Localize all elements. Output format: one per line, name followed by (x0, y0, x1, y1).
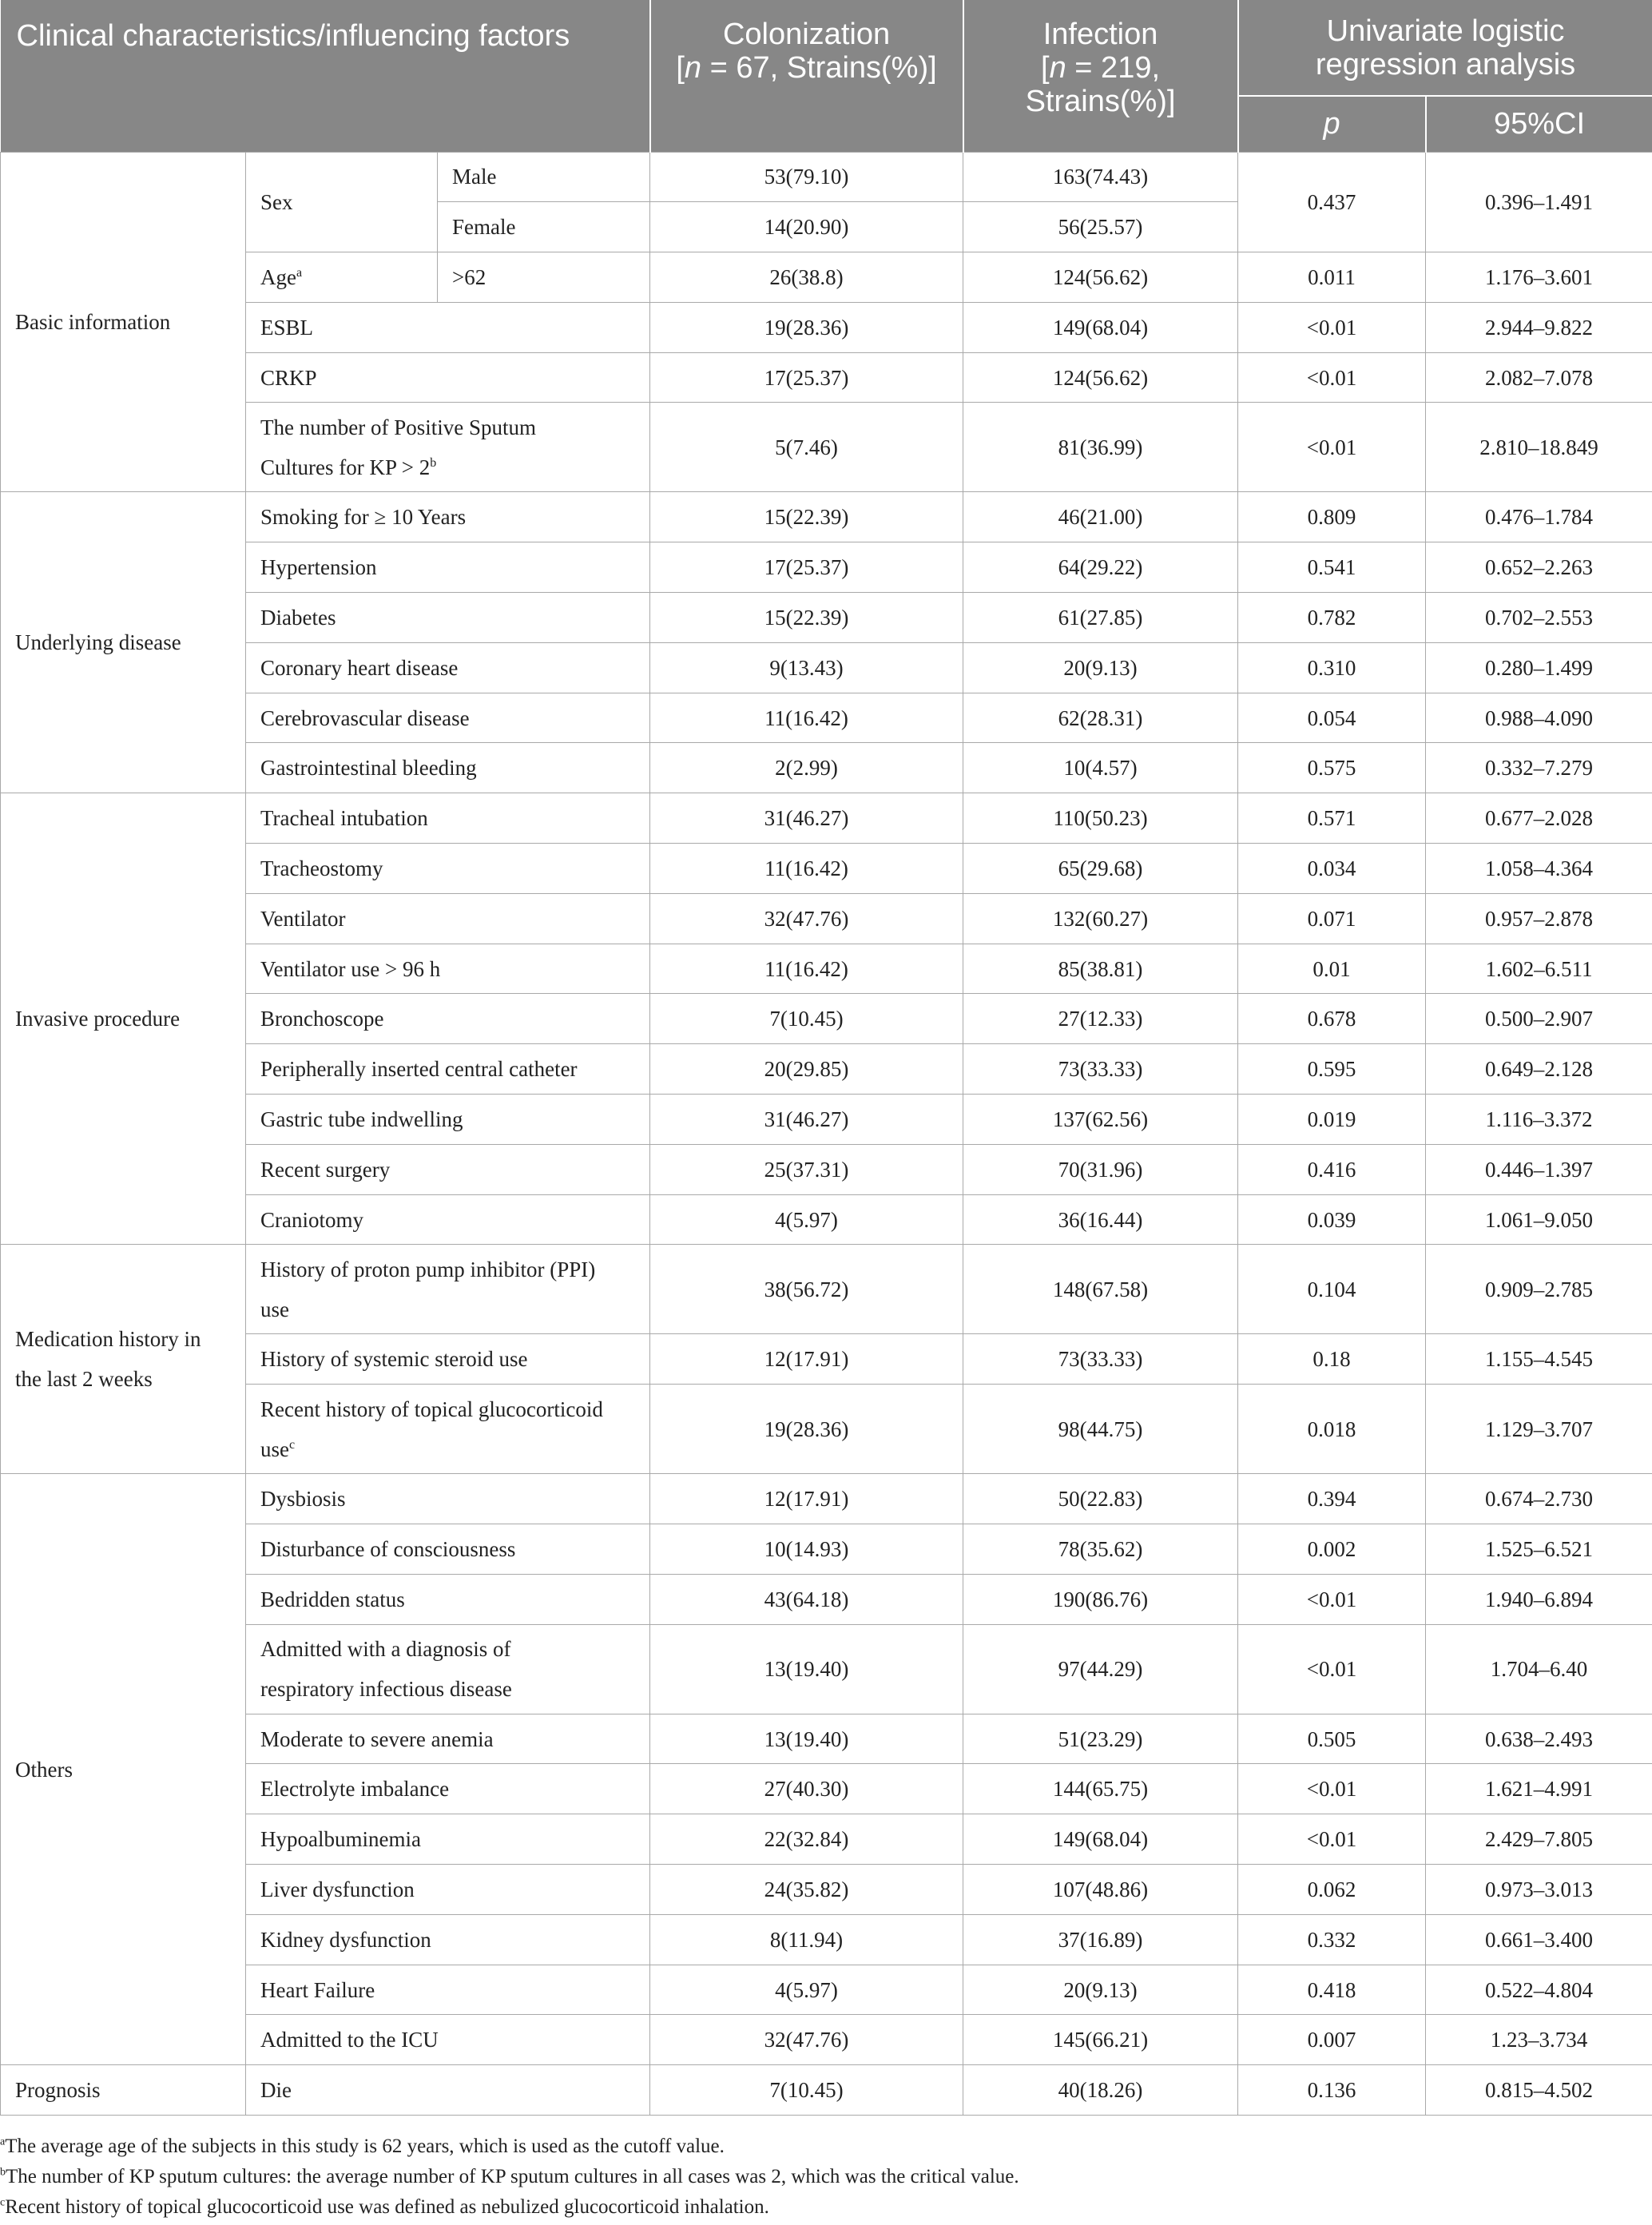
colonization-value: 26(38.8) (650, 252, 963, 303)
table-row (1, 302, 1652, 352)
colonization-value: 12(17.91) (650, 1474, 963, 1524)
table-row (1, 542, 1652, 593)
infection-value: 10(4.57) (963, 743, 1238, 793)
infection-value: 98(44.75) (963, 1385, 1238, 1474)
infection-value: 64(29.22) (963, 542, 1238, 593)
infection-value: 20(9.13) (963, 642, 1238, 693)
infection-value: 190(86.76) (963, 1574, 1238, 1624)
row-label: Admitted with a diagnosis of respiratory infectious disease (246, 1624, 650, 1714)
p-value: 0.062 (1238, 1865, 1426, 1915)
p-value: <0.01 (1238, 1574, 1426, 1624)
infection-value: 78(35.62) (963, 1524, 1238, 1575)
p-value: 0.011 (1238, 252, 1426, 303)
ci-value: 1.129–3.707 (1426, 1385, 1652, 1474)
header-colonization: Colonization [n = 67, Strains(%)] (650, 0, 963, 152)
row-label: Disturbance of consciousness (246, 1524, 650, 1575)
colonization-value: 14(20.90) (650, 202, 963, 252)
group-label: Underlying disease (1, 492, 246, 793)
footnote-c: $^c$Recent history of topical glucocorticoid use was defined as nebulized glucocorticoid inhalation. (0, 2196, 769, 2218)
row-label: Admitted to the ICU (246, 2015, 650, 2065)
colonization-value: 15(22.39) (650, 492, 963, 542)
table-row (1, 2015, 1652, 2065)
colonization-value: 17(25.37) (650, 352, 963, 403)
colonization-value: 25(37.31) (650, 1144, 963, 1194)
ci-value: 1.061–9.050 (1426, 1194, 1652, 1245)
table-row (1, 352, 1652, 403)
infection-value: 137(62.56) (963, 1095, 1238, 1145)
ci-value: 0.332–7.279 (1426, 743, 1652, 793)
infection-value: 46(21.00) (963, 492, 1238, 542)
table-body (1, 152, 1652, 2116)
table-row (1, 642, 1652, 693)
group-label: Basic information (1, 152, 246, 492)
colonization-value: 31(46.27) (650, 1095, 963, 1145)
ci-value: 1.176–3.601 (1426, 252, 1652, 303)
ci-value: 0.957–2.878 (1426, 893, 1652, 944)
ci-value: 0.396–1.491 (1426, 152, 1652, 252)
table-header (1, 0, 1652, 152)
ci-value: 0.446–1.397 (1426, 1144, 1652, 1194)
colonization-value: 31(46.27) (650, 793, 963, 844)
p-value: 0.019 (1238, 1095, 1426, 1145)
colonization-value: 15(22.39) (650, 593, 963, 643)
p-value: 0.394 (1238, 1474, 1426, 1524)
row-label: Bronchoscope (246, 994, 650, 1044)
infection-value: 73(33.33) (963, 1044, 1238, 1095)
row-label: Age$^a$ (246, 252, 438, 303)
table-row (1, 1144, 1652, 1194)
p-value: 0.782 (1238, 593, 1426, 643)
p-value: <0.01 (1238, 1624, 1426, 1714)
ci-value: 0.815–4.502 (1426, 2065, 1652, 2116)
row-sublabel: >62 (438, 252, 650, 303)
table-row (1, 1245, 1652, 1334)
table-row (1, 1965, 1652, 2015)
infection-value: 148(67.58) (963, 1245, 1238, 1334)
infection-value: 107(48.86) (963, 1865, 1238, 1915)
infection-value: 51(23.29) (963, 1714, 1238, 1764)
table-row (1, 1474, 1652, 1524)
p-value: 0.505 (1238, 1714, 1426, 1764)
table-row (1, 1044, 1652, 1095)
row-label: Gastrointestinal bleeding (246, 743, 650, 793)
infection-value: 110(50.23) (963, 793, 1238, 844)
colonization-value: 11(16.42) (650, 844, 963, 894)
table-row (1, 994, 1652, 1044)
infection-value: 37(16.89) (963, 1914, 1238, 1965)
row-sublabel: Female (438, 202, 650, 252)
colonization-value: 11(16.42) (650, 944, 963, 994)
table-row (1, 1574, 1652, 1624)
row-label: Smoking for ≥ 10 Years (246, 492, 650, 542)
colonization-value: 12(17.91) (650, 1334, 963, 1385)
table-row (1, 403, 1652, 492)
p-value: 0.575 (1238, 743, 1426, 793)
table-row (1, 1814, 1652, 1865)
p-value: 0.034 (1238, 844, 1426, 894)
infection-value: 163(74.43) (963, 152, 1238, 202)
p-value: 0.541 (1238, 542, 1426, 593)
table-row (1, 1865, 1652, 1915)
infection-value: 124(56.62) (963, 252, 1238, 303)
colonization-value: 27(40.30) (650, 1764, 963, 1814)
ci-value: 0.702–2.553 (1426, 593, 1652, 643)
table-row (1, 793, 1652, 844)
p-value: 0.310 (1238, 642, 1426, 693)
infection-value: 144(65.75) (963, 1764, 1238, 1814)
row-label: Gastric tube indwelling (246, 1095, 650, 1145)
table-row (1, 1194, 1652, 1245)
infection-value: 73(33.33) (963, 1334, 1238, 1385)
colonization-value: 4(5.97) (650, 1194, 963, 1245)
row-label: Dysbiosis (246, 1474, 650, 1524)
row-label: Hypertension (246, 542, 650, 593)
ci-value: 1.058–4.364 (1426, 844, 1652, 894)
infection-value: 81(36.99) (963, 403, 1238, 492)
infection-value: 149(68.04) (963, 302, 1238, 352)
colonization-value: 24(35.82) (650, 1865, 963, 1915)
table-row (1, 1624, 1652, 1714)
ci-value: 2.082–7.078 (1426, 352, 1652, 403)
p-value: 0.018 (1238, 1385, 1426, 1474)
p-value: 0.039 (1238, 1194, 1426, 1245)
row-label: Heart Failure (246, 1965, 650, 2015)
colonization-value: 20(29.85) (650, 1044, 963, 1095)
p-value: 0.104 (1238, 1245, 1426, 1334)
p-value: 0.678 (1238, 994, 1426, 1044)
row-label: Recent history of topical glucocorticoid use$^c$ (246, 1385, 650, 1474)
ci-value: 1.940–6.894 (1426, 1574, 1652, 1624)
colonization-value: 53(79.10) (650, 152, 963, 202)
table-row (1, 492, 1652, 542)
row-label: Cerebrovascular disease (246, 693, 650, 743)
row-label: Tracheal intubation (246, 793, 650, 844)
infection-value: 124(56.62) (963, 352, 1238, 403)
row-label: Liver dysfunction (246, 1865, 650, 1915)
row-label: Ventilator (246, 893, 650, 944)
ci-value: 0.674–2.730 (1426, 1474, 1652, 1524)
ci-value: 0.973–3.013 (1426, 1865, 1652, 1915)
row-label: Bedridden status (246, 1574, 650, 1624)
infection-value: 40(18.26) (963, 2065, 1238, 2116)
group-label: Others (1, 1474, 246, 2065)
table-row (1, 252, 1652, 303)
row-label: Craniotomy (246, 1194, 650, 1245)
table-row (1, 152, 1652, 202)
table-row (1, 1334, 1652, 1385)
ci-value: 0.909–2.785 (1426, 1245, 1652, 1334)
ci-value: 2.429–7.805 (1426, 1814, 1652, 1865)
infection-value: 70(31.96) (963, 1144, 1238, 1194)
group-label: Prognosis (1, 2065, 246, 2116)
row-label: ESBL (246, 302, 650, 352)
ci-value: 1.23–3.734 (1426, 2015, 1652, 2065)
infection-value: 27(12.33) (963, 994, 1238, 1044)
infection-value: 65(29.68) (963, 844, 1238, 894)
table-row (1, 2065, 1652, 2116)
row-label: Coronary heart disease (246, 642, 650, 693)
p-value: <0.01 (1238, 302, 1426, 352)
row-label: Ventilator use > 96 h (246, 944, 650, 994)
row-label: Die (246, 2065, 650, 2116)
p-value: 0.332 (1238, 1914, 1426, 1965)
table-row (1, 893, 1652, 944)
ci-value: 0.522–4.804 (1426, 1965, 1652, 2015)
table-row (1, 944, 1652, 994)
header-characteristics: Clinical characteristics/influencing factors (1, 0, 650, 152)
infection-value: 56(25.57) (963, 202, 1238, 252)
p-value: 0.007 (1238, 2015, 1426, 2065)
ci-value: 0.500–2.907 (1426, 994, 1652, 1044)
infection-value: 132(60.27) (963, 893, 1238, 944)
colonization-value: 10(14.93) (650, 1524, 963, 1575)
colonization-value: 22(32.84) (650, 1814, 963, 1865)
infection-value: 97(44.29) (963, 1624, 1238, 1714)
ci-value: 1.525–6.521 (1426, 1524, 1652, 1575)
colonization-value: 43(64.18) (650, 1574, 963, 1624)
colonization-value: 13(19.40) (650, 1714, 963, 1764)
p-value: 0.437 (1238, 152, 1426, 252)
colonization-value: 2(2.99) (650, 743, 963, 793)
ci-value: 0.652–2.263 (1426, 542, 1652, 593)
colonization-value: 19(28.36) (650, 302, 963, 352)
ci-value: 1.621–4.991 (1426, 1764, 1652, 1814)
infection-value: 149(68.04) (963, 1814, 1238, 1865)
colonization-value: 17(25.37) (650, 542, 963, 593)
row-label: History of systemic steroid use (246, 1334, 650, 1385)
infection-value: 61(27.85) (963, 593, 1238, 643)
header-p: p (1238, 96, 1426, 152)
row-label: Sex (246, 152, 438, 252)
infection-value: 36(16.44) (963, 1194, 1238, 1245)
row-label: History of proton pump inhibitor (PPI) use (246, 1245, 650, 1334)
table-row (1, 1524, 1652, 1575)
p-value: <0.01 (1238, 1764, 1426, 1814)
header-ci: 95%CI (1426, 96, 1652, 152)
colonization-value: 5(7.46) (650, 403, 963, 492)
ci-value: 1.704–6.40 (1426, 1624, 1652, 1714)
table-row (1, 743, 1652, 793)
row-label: Diabetes (246, 593, 650, 643)
p-value: 0.595 (1238, 1044, 1426, 1095)
colonization-value: 32(47.76) (650, 893, 963, 944)
ci-value: 1.155–4.545 (1426, 1334, 1652, 1385)
ci-value: 0.677–2.028 (1426, 793, 1652, 844)
ci-value: 0.649–2.128 (1426, 1044, 1652, 1095)
header-regression: Univariate logistic regression analysis (1238, 0, 1652, 96)
colonization-value: 13(19.40) (650, 1624, 963, 1714)
table-row (1, 1914, 1652, 1965)
infection-value: 145(66.21) (963, 2015, 1238, 2065)
ci-value: 0.661–3.400 (1426, 1914, 1652, 1965)
p-value: <0.01 (1238, 1814, 1426, 1865)
p-value: 0.136 (1238, 2065, 1426, 2116)
p-value: 0.18 (1238, 1334, 1426, 1385)
colonization-value: 9(13.43) (650, 642, 963, 693)
table-row (1, 593, 1652, 643)
p-value: 0.809 (1238, 492, 1426, 542)
p-value: <0.01 (1238, 352, 1426, 403)
p-value: 0.002 (1238, 1524, 1426, 1575)
colonization-value: 8(11.94) (650, 1914, 963, 1965)
p-value: 0.418 (1238, 1965, 1426, 2015)
table-row (1, 1764, 1652, 1814)
colonization-value: 32(47.76) (650, 2015, 963, 2065)
row-label: CRKP (246, 352, 650, 403)
infection-value: 50(22.83) (963, 1474, 1238, 1524)
row-label: Kidney dysfunction (246, 1914, 650, 1965)
row-label: The number of Positive Sputum Cultures for KP > $2^b$ (246, 403, 650, 492)
table-row (1, 693, 1652, 743)
row-label: Moderate to severe anemia (246, 1714, 650, 1764)
ci-value: 0.280–1.499 (1426, 642, 1652, 693)
p-value: 0.01 (1238, 944, 1426, 994)
ci-value: 0.988–4.090 (1426, 693, 1652, 743)
p-value: 0.054 (1238, 693, 1426, 743)
infection-value: 62(28.31) (963, 693, 1238, 743)
ci-value: 1.602–6.511 (1426, 944, 1652, 994)
colonization-value: 7(10.45) (650, 2065, 963, 2116)
colonization-value: 19(28.36) (650, 1385, 963, 1474)
footnote-b: $^b$The number of KP sputum cultures: the average number of KP sputum cultures in all cases was 2, which was the critical value. (0, 2166, 1019, 2187)
p-value: 0.416 (1238, 1144, 1426, 1194)
group-label: Invasive procedure (1, 793, 246, 1245)
row-label: Electrolyte imbalance (246, 1764, 650, 1814)
ci-value: 1.116–3.372 (1426, 1095, 1652, 1145)
row-label: Recent surgery (246, 1144, 650, 1194)
row-label: Hypoalbuminemia (246, 1814, 650, 1865)
infection-value: 85(38.81) (963, 944, 1238, 994)
row-label: Tracheostomy (246, 844, 650, 894)
colonization-value: 38(56.72) (650, 1245, 963, 1334)
p-value: <0.01 (1238, 403, 1426, 492)
group-label: Medication history in the last 2 weeks (1, 1245, 246, 1474)
table-row (1, 844, 1652, 894)
colonization-value: 7(10.45) (650, 994, 963, 1044)
p-value: 0.571 (1238, 793, 1426, 844)
ci-value: 2.810–18.849 (1426, 403, 1652, 492)
p-value: 0.071 (1238, 893, 1426, 944)
ci-value: 0.476–1.784 (1426, 492, 1652, 542)
ci-value: 2.944–9.822 (1426, 302, 1652, 352)
table-row (1, 1095, 1652, 1145)
header-infection: Infection [n = 219, Strains(%)] (963, 0, 1238, 152)
colonization-value: 11(16.42) (650, 693, 963, 743)
row-sublabel: Male (438, 152, 650, 202)
table-row (1, 1714, 1652, 1764)
row-label: Peripherally inserted central catheter (246, 1044, 650, 1095)
ci-value: 0.638–2.493 (1426, 1714, 1652, 1764)
table-row (1, 1385, 1652, 1474)
colonization-value: 4(5.97) (650, 1965, 963, 2015)
infection-value: 20(9.13) (963, 1965, 1238, 2015)
footnote-a: $^a$The average age of the subjects in this study is 62 years, which is used as the cutoff value. (0, 2136, 725, 2157)
